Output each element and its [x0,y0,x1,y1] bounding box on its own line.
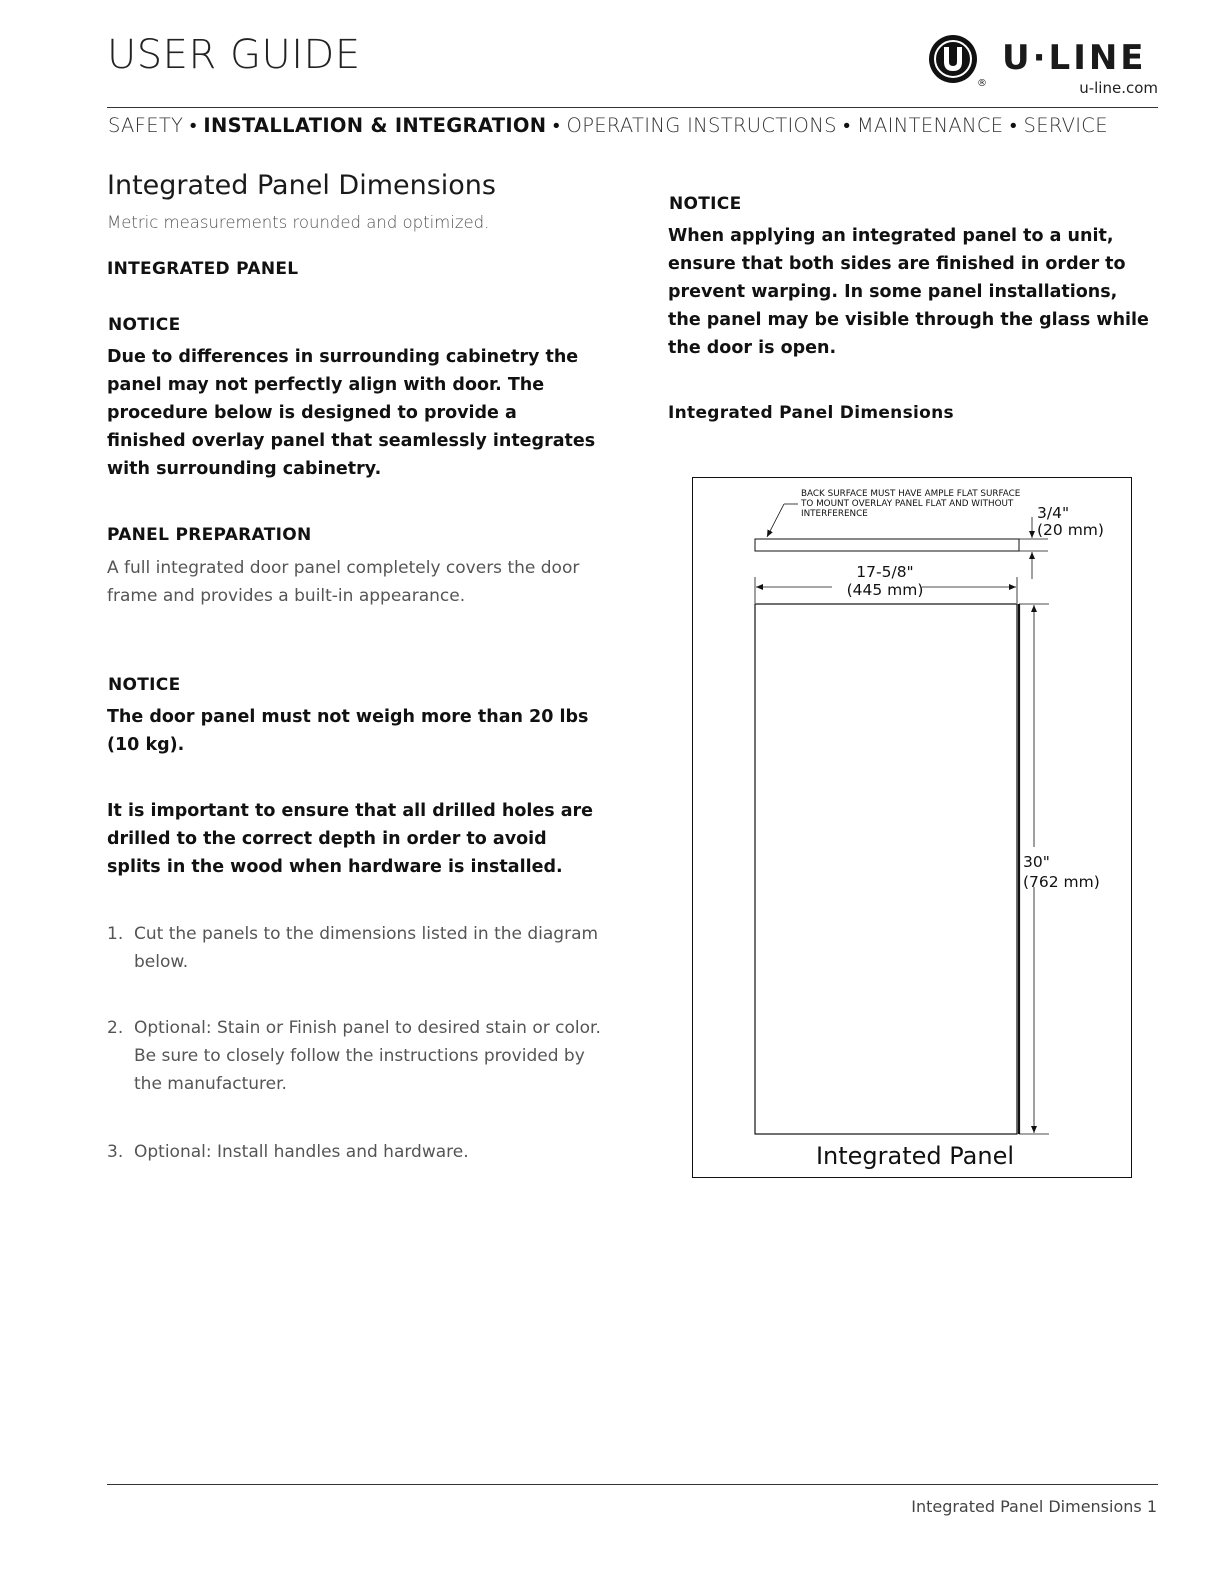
notice-line: the panel may be visible through the glass while [668,310,1149,330]
nav-item-installation[interactable]: INSTALLATION & INTEGRATION [203,114,547,137]
notice-line: Due to differences in surrounding cabinetry the [107,347,579,367]
warning-line: It is important to ensure that all drilled holes are [107,801,594,821]
thickness-mm: (20 mm) [1037,521,1104,539]
notice-line: finished overlay panel that seamlessly integrates [107,431,596,451]
step-item [107,920,607,980]
diagram-note-line: TO MOUNT OVERLAY PANEL FLAT AND WITHOUT [801,499,1014,509]
step-line: below. [134,952,189,972]
step-text [134,1014,604,1098]
warning-line: splits in the wood when hardware is installed. [107,857,563,877]
brand-url[interactable]: u-line.com [1079,79,1158,97]
u-line-logo-icon [928,34,978,84]
step-text [134,920,604,976]
panel-edge-view [755,539,1019,551]
notice-label: NOTICE [669,194,742,214]
step-number: 2. [107,1018,124,1038]
nav-separator: • [843,114,857,137]
header-divider [107,107,1158,108]
notice-line: the door is open. [668,338,837,358]
nav-separator: • [189,114,204,137]
notice-line: When applying an integrated panel to a unit, [668,226,1114,246]
notice-label: NOTICE [108,675,181,695]
registered-mark: ® [977,78,987,89]
height-inches: 30" [1023,853,1050,871]
diagram-caption: Integrated Panel [815,1142,1015,1170]
step-item [107,1138,607,1168]
integrated-panel-label: INTEGRATED PANEL [107,259,299,279]
paragraph-line: A full integrated door panel completely covers the door [107,558,580,578]
width-inches: 17-5/8" [856,563,914,581]
nav-item-service[interactable]: SERVICE [1023,114,1108,137]
nav-item-safety[interactable]: SAFETY [108,114,184,137]
notice-line: with surrounding cabinetry. [107,459,382,479]
panel-preparation-label: PANEL PREPARATION [107,525,312,545]
step-line: Optional: Stain or Finish panel to desired stain or color. [134,1018,601,1038]
diagram-note-line: INTERFERENCE [801,509,868,519]
notice-line: panel may not perfectly align with door. The [107,375,545,395]
notice-line: prevent warping. In some panel installations, [668,282,1118,302]
diagram-label: Integrated Panel Dimensions [668,403,954,423]
panel-dimensions-diagram [692,477,1132,1179]
width-mm: (445 mm) [846,581,924,599]
page-footer: Integrated Panel Dimensions 1 [911,1497,1157,1516]
weight-notice-text [107,703,627,759]
paragraph-line: frame and provides a built-in appearance. [107,586,466,606]
nav-item-maintenance[interactable]: MAINTENANCE [856,114,1004,137]
nav-separator: • [1009,114,1024,137]
notice-line: (10 kg). [107,735,185,755]
height-mm: (762 mm) [1023,873,1100,891]
drilling-warning-text [107,797,627,881]
section-nav [108,114,1160,138]
diagram-note-line: BACK SURFACE MUST HAVE AMPLE FLAT SURFACE [801,489,1021,499]
step-line: Optional: Install handles and hardware. [134,1142,469,1162]
warning-line: drilled to the correct depth in order to avoid [107,829,547,849]
step-text [134,1138,604,1166]
section-heading: Integrated Panel Dimensions [107,170,496,201]
finish-notice-text [668,222,1188,362]
step-line: Cut the panels to the dimensions listed in the diagram [134,924,599,944]
notice-line: procedure below is designed to provide a [107,403,517,423]
step-number: 3. [107,1142,124,1162]
nav-separator: • [552,114,567,137]
notice-line: ensure that both sides are finished in order to [668,254,1126,274]
thickness-inches: 3/4" [1037,504,1070,522]
nav-item-operating[interactable]: OPERATING INSTRUCTIONS [566,114,837,137]
footer-divider [107,1484,1158,1485]
step-line: the manufacturer. [134,1074,287,1094]
leader-arrow [767,504,784,537]
step-item [107,1014,607,1104]
notice-text [107,343,627,483]
panel-preparation-text [107,554,627,610]
brand-wordmark: U·LINE [1002,38,1147,78]
panel-front-view [755,604,1017,1134]
notice-label: NOTICE [108,315,181,335]
notice-line: The door panel must not weigh more than 20 lbs [107,707,589,727]
brand-logo[interactable] [928,34,1163,96]
section-subheading: Metric measurements rounded and optimized. [107,213,490,232]
page-title: USER GUIDE [107,32,361,78]
step-line: Be sure to closely follow the instructions provided by [134,1046,585,1066]
step-number: 1. [107,924,124,944]
